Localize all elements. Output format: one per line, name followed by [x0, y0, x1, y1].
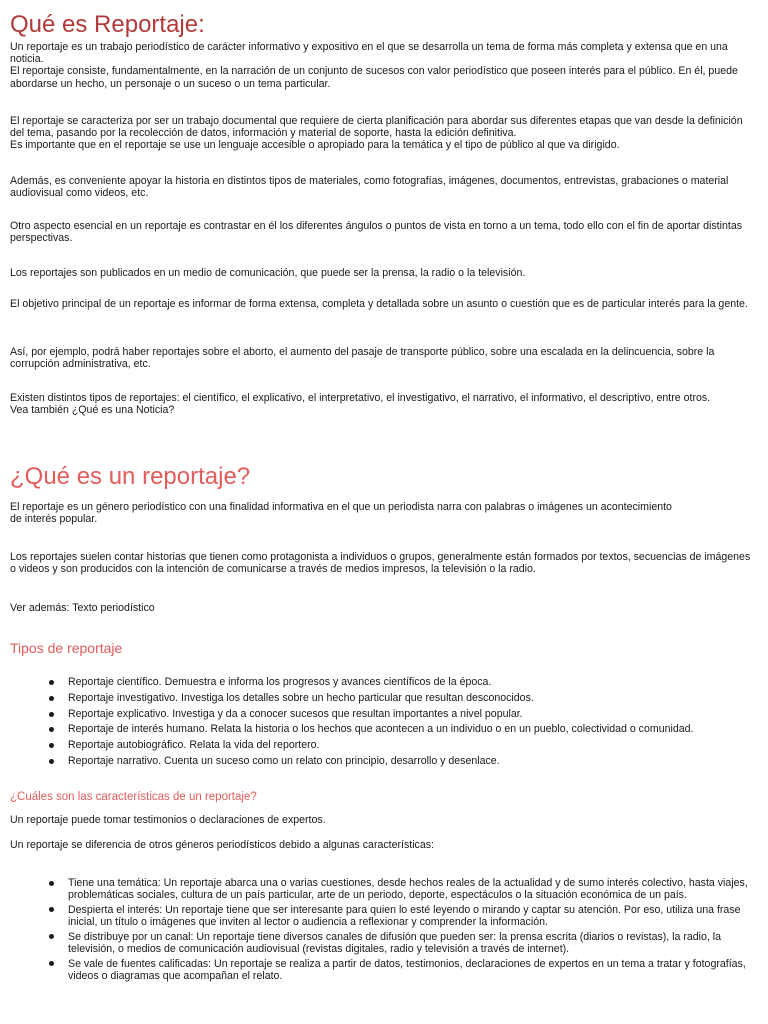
paragraph: Otro aspecto esencial en un reportaje es contrastar en él los diferentes ángulos o puntos de vista en torno a un tema, todo ello con el fin de aportar distintas perspectivas. — [10, 220, 743, 245]
list-item: Reportaje autobiográfico. Relata la vida del reportero. — [0, 738, 758, 754]
paragraph: Los reportajes son publicados en un medio de comunicación, que puede ser la prensa, la radio o la televisión. — [10, 267, 526, 279]
section-title: ¿Qué es un reportaje? — [10, 463, 251, 490]
paragraph: Un reportaje puede tomar testimonios o declaraciones de expertos. — [10, 814, 326, 826]
list-item: Reportaje explicativo. Investiga y da a conocer sucesos que resultan importantes a nivel popular. — [0, 707, 758, 723]
bullet-icon — [49, 934, 54, 939]
bullet-icon — [49, 759, 54, 764]
list-item: Reportaje investigativo. Investiga los detalles sobre un hecho particular que resultan desconocidos. — [0, 691, 758, 707]
bullet-icon — [49, 907, 54, 912]
page-title: Qué es Reportaje: — [10, 11, 205, 38]
bullet-icon — [49, 680, 54, 685]
features-list — [0, 877, 758, 985]
paragraph: El objetivo principal de un reportaje es informar de forma extensa, completa y detallada sobre un asunto o cuestión que es de particular interés para la gente. — [10, 298, 748, 310]
paragraph: Un reportaje se diferencia de otros géneros periodísticos debido a algunas características: — [10, 839, 434, 851]
list-item: Reportaje de interés humano. Relata la historia o los hechos que acontecen a un individuo o en un pueblo, colectividad o comunidad. — [0, 722, 758, 738]
list-item: Se vale de fuentes calificadas: Un reportaje se realiza a partir de datos, testimonios, declaraciones de expertos en un tema a tratar y fotografías, videos o diagramas que acompañan el relato. — [0, 958, 758, 983]
bullet-icon — [49, 727, 54, 732]
bullet-icon — [49, 881, 54, 886]
paragraph: Existen distintos tipos de reportajes: el científico, el explicativo, el interpretativo, el investigativo, el narrativo, el informativo, el descriptivo, entre otros. Vea también ¿Qué es una Noticia? — [10, 392, 711, 417]
bullet-icon — [49, 712, 54, 717]
paragraph: Un reportaje es un trabajo periodístico de carácter informativo y expositivo en el que se desarrolla un tema de forma más completa y extensa que en una noticia. El reportaje consiste, fundamentalmente, en la narración de un conjunto de sucesos con valor periodístico que poseen interés para el público. En él, puede abordarse un hecho, un personaje o un suceso o un tema particular. — [10, 41, 738, 90]
paragraph: Además, es conveniente apoyar la historia en distintos tipos de materiales, como fotografías, imágenes, documentos, entrevistas, grabaciones o material audiovisual como videos, etc. — [10, 175, 729, 200]
bullet-icon — [49, 961, 54, 966]
list-item: Tiene una temática: Un reportaje abarca una o varias cuestiones, desde hechos reales de la actualidad y de sumo interés colectivo, hasta viajes, problemáticas sociales, cultura de un país particular, arte de un periodo, deporte, espectáculos o la situación económica de un país. — [0, 877, 758, 902]
paragraph: El reportaje es un género periodístico con una finalidad informativa en el que un periodista narra con palabras o imágenes un acontecimiento de interés popular. — [10, 501, 672, 526]
types-list — [0, 675, 758, 770]
types-heading: Tipos de reportaje — [10, 640, 123, 656]
features-heading: ¿Cuáles son las características de un reportaje? — [10, 791, 257, 803]
see-also-text: Ver además: Texto periodístico — [10, 602, 155, 614]
bullet-icon — [49, 743, 54, 748]
list-item: Se distribuye por un canal: Un reportaje tiene diversos canales de difusión que pueden ser: la prensa escrita (diarios o revistas), la radio, la televisión, o medios de comunicación audiovisual (revistas digitales, radio y televisión a través de internet). — [0, 931, 758, 956]
paragraph: El reportaje se caracteriza por ser un trabajo documental que requiere de cierta planificación para abordar sus diferentes etapas que van desde la definición del tema, pasando por la recolección de datos, información y material de soporte, hasta la edición definitiva. Es importante que en el reportaje se use un lenguaje accesible o apropiado para la temática y el tipo de público al que va dirigido. — [10, 115, 743, 152]
bullet-icon — [49, 696, 54, 701]
list-item: Despierta el interés: Un reportaje tiene que ser interesante para quien lo esté leyendo o mirando y captar su atención. Por eso, utiliza una frase inicial, un título o imágenes que inviten al lector o audiencia a reflexionar y comprender la información. — [0, 904, 758, 929]
paragraph: Así, por ejemplo, podrá haber reportajes sobre el aborto, el aumento del pasaje de transporte público, sobre una escalada en la delincuencia, sobre la corrupción administrativa, etc. — [10, 346, 715, 371]
list-item: Reportaje narrativo. Cuenta un suceso como un relato con principio, desarrollo y desenlace. — [0, 754, 758, 770]
list-item: Reportaje científico. Demuestra e informa los progresos y avances científicos de la época. — [0, 675, 758, 691]
paragraph: Los reportajes suelen contar historias que tienen como protagonista a individuos o grupos, generalmente están formados por textos, secuencias de imágenes o videos y son producidos con la intención de comunicarse a través de medios impresos, la televisión o la radio. — [10, 551, 751, 576]
